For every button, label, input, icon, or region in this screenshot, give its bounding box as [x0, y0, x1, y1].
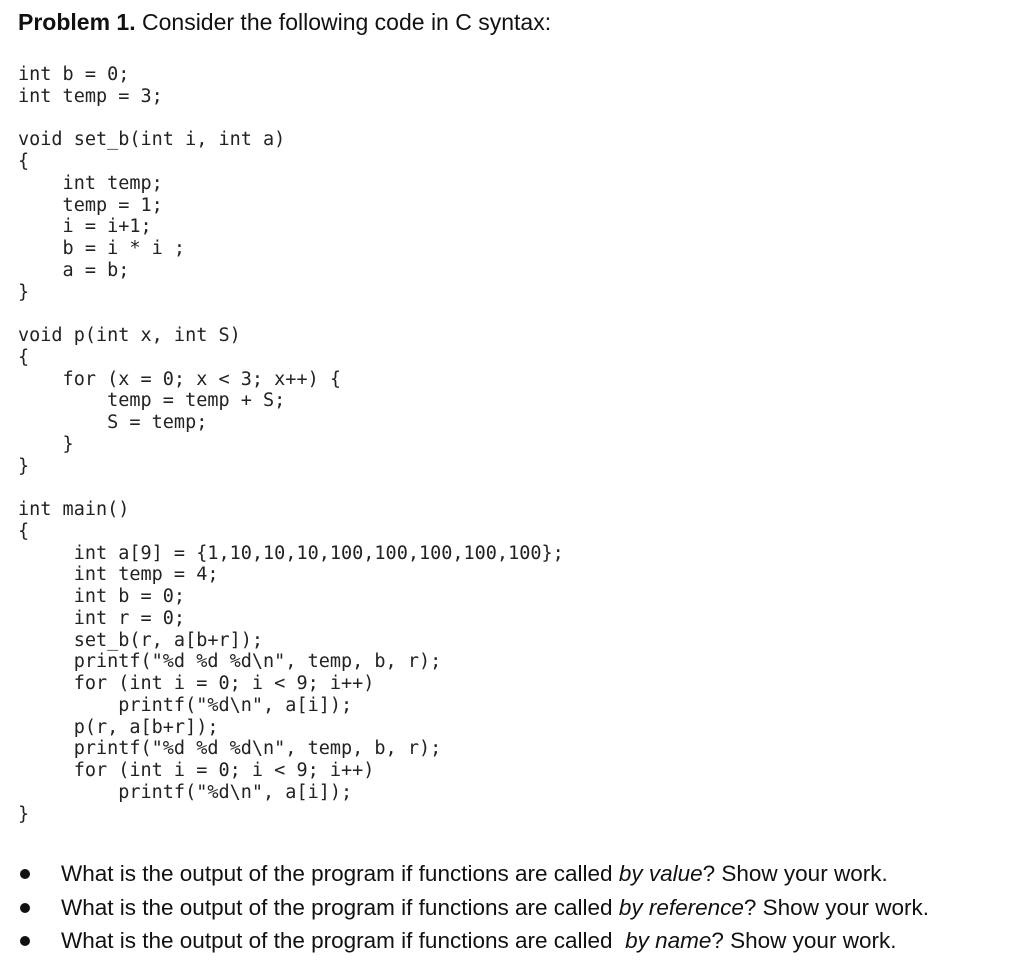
- problem-label: Problem 1.: [18, 9, 136, 35]
- code-line: printf("%d %d %d\n", temp, b, r);: [18, 651, 442, 673]
- code-line: }: [18, 281, 30, 303]
- bullet-icon: [20, 936, 30, 946]
- code-line: i = i+1;: [18, 216, 152, 238]
- question-emphasis: by reference: [618, 894, 744, 920]
- code-line: int temp;: [18, 172, 163, 194]
- problem-statement: Consider the following code in C syntax:: [135, 9, 552, 35]
- code-line: int main(): [18, 499, 130, 520]
- code-line: for (int i = 0; i < 9; i++): [18, 760, 375, 781]
- code-line: int temp = 3;: [18, 85, 163, 107]
- code-line: int temp = 4;: [18, 564, 219, 586]
- code-line: int b = 0;: [18, 64, 130, 85]
- question-suffix: ? Show your work.: [743, 894, 929, 920]
- question-text: [61, 857, 888, 891]
- code-line: S = temp;: [18, 412, 208, 433]
- question-suffix: ? Show your work.: [702, 861, 888, 886]
- code-line: void set_b(int i, int a): [18, 129, 286, 151]
- problem-title: [18, 6, 551, 38]
- question-text: [61, 924, 896, 958]
- code-line: }: [18, 433, 74, 455]
- question-text: [61, 891, 929, 925]
- code-line: {: [18, 346, 30, 368]
- code-line: void p(int x, int S): [18, 325, 241, 346]
- code-line: {: [18, 520, 30, 542]
- code-line: for (x = 0; x < 3; x++) {: [18, 368, 342, 390]
- code-line: b = i * i ;: [18, 238, 186, 259]
- question-prefix: What is the output of the program if functions are called: [61, 861, 619, 886]
- code-block: [18, 64, 564, 825]
- code-line: printf("%d\n", a[i]);: [18, 694, 353, 716]
- code-line: printf("%d %d %d\n", temp, b, r);: [18, 738, 442, 760]
- code-line: temp = temp + S;: [18, 390, 286, 412]
- code-line: printf("%d\n", a[i]);: [18, 781, 353, 803]
- bullet-icon: [20, 903, 30, 913]
- code-line: set_b(r, a[b+r]);: [18, 629, 264, 651]
- code-line: [18, 303, 564, 325]
- code-line: [18, 477, 564, 499]
- question-suffix: ? Show your work.: [711, 928, 897, 953]
- code-line: temp = 1;: [18, 194, 163, 216]
- code-line: }: [18, 455, 30, 477]
- bullet-icon: [20, 869, 30, 879]
- question-prefix: What is the output of the program if functions are called: [61, 894, 619, 920]
- code-line: [18, 108, 564, 130]
- question-prefix: What is the output of the program if functions are called: [61, 928, 626, 953]
- question-emphasis: by value: [618, 861, 703, 886]
- code-line: }: [18, 803, 30, 825]
- code-line: int r = 0;: [18, 607, 186, 629]
- code-line: int a[9] = {1,10,10,10,100,100,100,100,100};: [18, 542, 564, 564]
- question-emphasis: by name: [625, 928, 712, 953]
- code-line: for (int i = 0; i < 9; i++): [18, 673, 375, 694]
- code-line: int b = 0;: [18, 586, 186, 607]
- code-line: {: [18, 151, 30, 172]
- code-line: p(r, a[b+r]);: [18, 716, 219, 738]
- code-line: a = b;: [18, 259, 130, 281]
